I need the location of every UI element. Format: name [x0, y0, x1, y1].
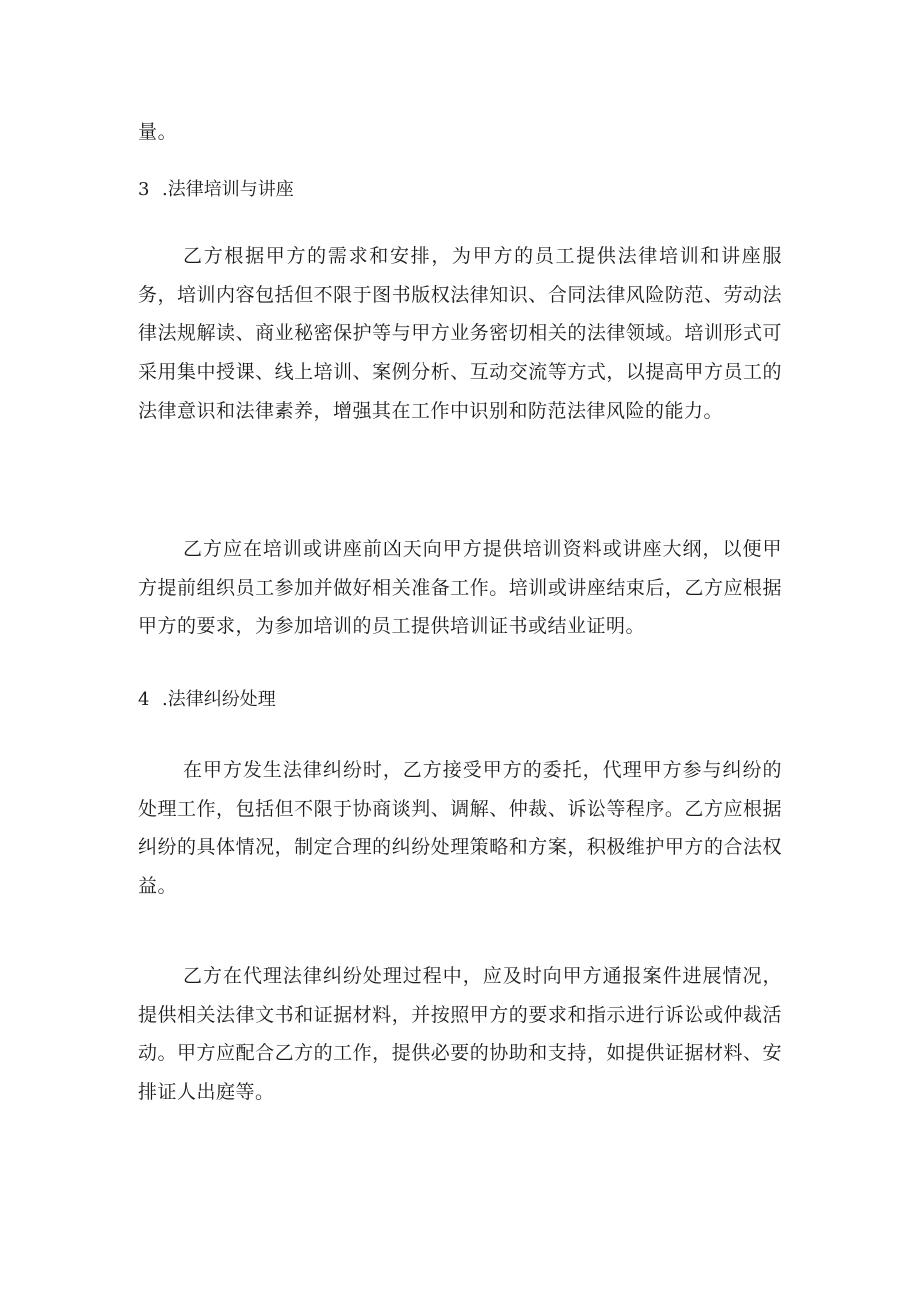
paragraph-training-materials: 乙方应在培训或讲座前凶天向甲方提供培训资料或讲座大纲，以便甲方提前组织员工参加并做好相关准备工作。培训或讲座结束后，乙方应根据甲方的要求，为参加培训的员工提供培训证书或结业证明。	[138, 538, 782, 638]
continuation-text: 量。	[138, 121, 178, 143]
section-number: 4	[138, 689, 150, 710]
section-heading-4	[138, 688, 276, 712]
paragraph-dispute-handling: 在甲方发生法律纠纷时，乙方接受甲方的委托，代理甲方参与纠纷的处理工作，包括但不限于协商谈判、调解、仲裁、诉讼等程序。乙方应根据纠纷的具体情况，制定合理的纠纷处理策略和方案，积极维护甲方的合法权益。	[138, 759, 782, 898]
section-heading-3	[138, 178, 294, 202]
paragraph-training-scope: 乙方根据甲方的需求和安排，为甲方的员工提供法律培训和讲座服务，培训内容包括但不限于图书版权法律知识、合同法律风险防范、劳动法律法规解读、商业秘密保护等与甲方业务密切相关的法律领域。培训形式可采用集中授课、线上培训、案例分析、互动交流等方式，以提高甲方员工的法律意识和法律素养，增强其在工作中识别和防范法律风险的能力。	[138, 245, 782, 422]
paragraph-dispute-reporting: 乙方在代理法律纠纷处理过程中，应及时向甲方通报案件进展情况，提供相关法律文书和证据材料，并按照甲方的要求和指示进行诉讼或仲裁活动。甲方应配合乙方的工作，提供必要的协助和支持，如提供证据材料、安排证人出庭等。	[138, 965, 782, 1104]
section-title: .法律纠纷处理	[162, 689, 276, 710]
section-title: .法律培训与讲座	[162, 179, 294, 200]
section-number: 3	[138, 179, 150, 200]
